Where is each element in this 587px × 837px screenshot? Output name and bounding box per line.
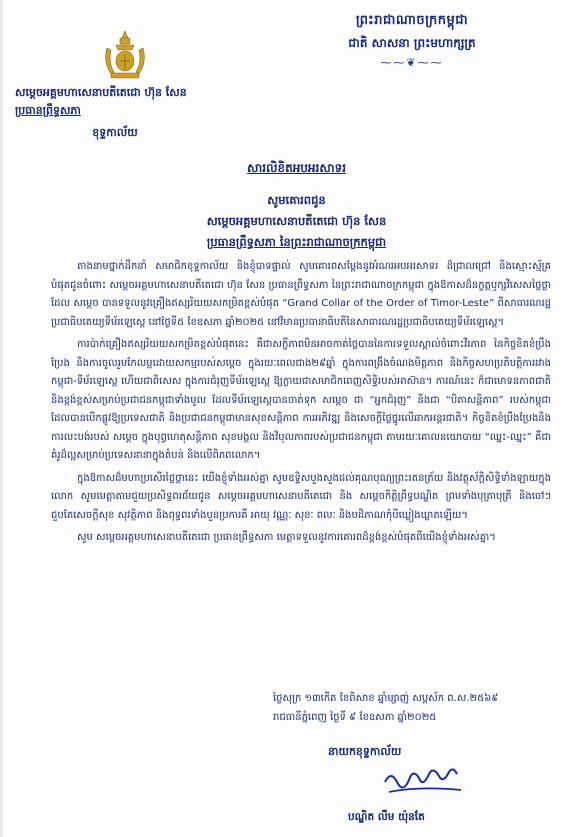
date-solar: រាជធានីភ្នំពេញ ថ្ងៃទី ៩ ខែឧសភា ឆ្នាំ២០២៥ [273, 712, 437, 723]
address-recipient-role: ប្រធានព្រឹទ្ធសភា នៃព្រះរាជាណាចក្រកម្ពុជា [206, 235, 387, 249]
body-paragraph-3: ក្នុងឱកាសដ៏មហាប្រសើរថ្លៃថ្លានេះ យើងខ្ញុំទាំងអស់គ្នា សូមឧទ្ទិសបួងសួងដល់គុណបុណ្យព្រះរតនត្រ័យ និងវត្ថុស័ក្តិសិទ្ធិទាំងឡាយក្នុងលោក សូមមេត្តាតាមជួយប្រសិទ្ធពរជ័យជូន សម្តេចអគ្គមហាសេនាបតីតេជោ និង សម្តេចកិត្តិព្រឹទ្ធបណ្ឌិត ព្រមទាំងបុត្រាបុត្រី និងចៅៗ ជួបតែសេចក្តីសុខ សុវត្ថិភាព និងពុទ្ធពរទាំងបួនប្រការគឺ អាយុ វណ្ណៈ សុខៈ ពលៈ និងបដិភាណកុំបីឃ្លៀងឃ្លាតឡើយ។ [51, 472, 551, 521]
handwritten-signature [379, 762, 469, 800]
body-paragraph-4: សូម សម្តេចអគ្គមហាសេនាបតីតេជោ ប្រធានព្រឹទ្ធសភា មេត្តាទទួលនូវការគោរពដ៏ខ្ពង់ខ្ពស់បំផុតពីយើងខ្ញុំទាំងអស់គ្នា។ [77, 532, 496, 543]
signer-name: បណ្ឌិត លឹម យ៉ុនតែ [348, 811, 425, 823]
national-motto: ជាតិ សាសនា ព្រះមហាក្សត្រ [348, 36, 476, 50]
address-salutation: សូមគោរពជូន [267, 193, 326, 207]
sender-title: សម្តេចអគ្គមហាសេនាបតីតេជោ ហ៊ុន សែន [15, 86, 187, 99]
kingdom-name: ព្រះរាជាណាចក្រកម្ពុជា [355, 13, 469, 28]
sender-role: ប្រធានព្រឹទ្ធសភា [15, 104, 81, 117]
office-name: ខុទ្ទកាល័យ [92, 126, 138, 139]
body-paragraph-2: ការប៉ាក់គ្រឿងឥស្សរិយយសកម្រិតខ្ពស់បំផុតនេះ គឺជាសក្ខីភាពមិនអាចកាត់ថ្លៃបាននៃការទទួលស្គាល់ចំពោះវីរភាព នៃកិច្ចខិតខំប្រឹងប្រែង និងការចូលរួមកែលម្អដោយសកម្មរបស់សម្តេច ក្នុងរយៈពេលជាង២៩ឆ្នាំ ក្នុងការពង្រឹងចំណងមិត្តភាព និងកិច្ចសហប្រតិបត្តិការរវាងកម្ពុជា-ទីម័រឡេស្តេ ហើយជាពិសេស ក្នុងការជំរុញទីម័រឡេស្តេ ឱ្យក្លាយជាសមាជិកពេញសិទ្ធិរបស់អាស៊ាន។ ការណ៍នេះ ក៏ជាមោទនភាពជាតិនិងខ្ពង់ខ្ពស់សម្រាប់ប្រជាជនកម្ពុជាទាំងមូល ដែលទីម័រឡេស្តេបានចាត់ទុក សម្តេច ជា “អ្នកជំរុញ” និងជា “បិតាសន្តិភាព” របស់កម្ពុជា ដែលបានបើកផ្លូវឱ្យប្រទេសជាតិ និងប្រជាជនកម្ពុជាមានសុខសន្តិភាព ការអភិវឌ្ឍ និងសេចក្តីថ្លៃថ្នូរលើឆាកអន្តរជាតិ។ កិច្ចខិតខំប្រឹងប្រែងនិងការលះបង់របស់ សម្តេច ក្នុងបុព្វហេតុសន្តិភាព សុខមង្គល និងវិបុលភាពរបស់ប្រជាជនកម្ពុជា តាមរយៈគោលនយោបាយ “ឈ្នះ-ឈ្នះ” គឺជាគំរូដ៏ល្អសម្រាប់ប្រទេសនានាក្នុងតំបន់ និងលើពិភពលោក។ [51, 339, 551, 461]
letter-address [3, 190, 587, 253]
date-lunar: ថ្ងៃសុក្រ ១៣កើត ខែពិសាខ ឆ្នាំម្សាញ់ សប្តស័ក ព.ស.២៥៦៩ [273, 693, 499, 704]
ornament-divider: ⁓⁓❦⁓⁓ [380, 56, 444, 69]
letter-title: សារលិខិតអបអរសាទរ [246, 161, 347, 175]
office-head-title: នាយកខុទ្ទកាល័យ [328, 745, 402, 758]
letter-body [51, 258, 551, 552]
sender-header [15, 84, 235, 142]
address-recipient: សម្តេចអគ្គមហាសេនាបតីតេជោ ហ៊ុន សែន [206, 214, 387, 228]
royal-emblem-icon [99, 28, 151, 82]
body-paragraph-1: តាងនាមថ្នាក់ដឹកនាំ សមាជិកខុទ្ទកាល័យ និងខ្ញុំបាទផ្ទាល់ សូមគោរពសម្តែងនូវអំណរអបអរសាទរ ដ៏ជ្រាលជ្រៅ និងស្មោះស្ម័គ្របំផុតជូនចំពោះ សម្តេចអគ្គមហាសេនាបតីតេជោ ហ៊ុន សែន ប្រធានព្រឹទ្ធសភា នៃព្រះរាជាណាចក្រកម្ពុជា ក្នុងឱកាសដ៏នក្ខត្តឫក្សវិសេសថ្លៃថ្លា ដែល សម្តេច បានទទួលនូវគ្រឿងឥស្សរិយយសកម្រិតខ្ពស់បំផុត “Grand Collar of the Order of Timor-Leste” ពីសាធារណរដ្ឋប្រជាធិបតេយ្យទីម័រឡេស្តេ នៅថ្ងៃទី៥ ខែឧសភា ឆ្នាំ២០២៥ នៅវិមានប្រធានាធិបតីនៃសាធារណរដ្ឋប្រជាធិបតេយ្យទីម័រឡេស្តេ។ [51, 261, 551, 328]
letter-date [273, 689, 573, 727]
national-header [297, 12, 527, 69]
